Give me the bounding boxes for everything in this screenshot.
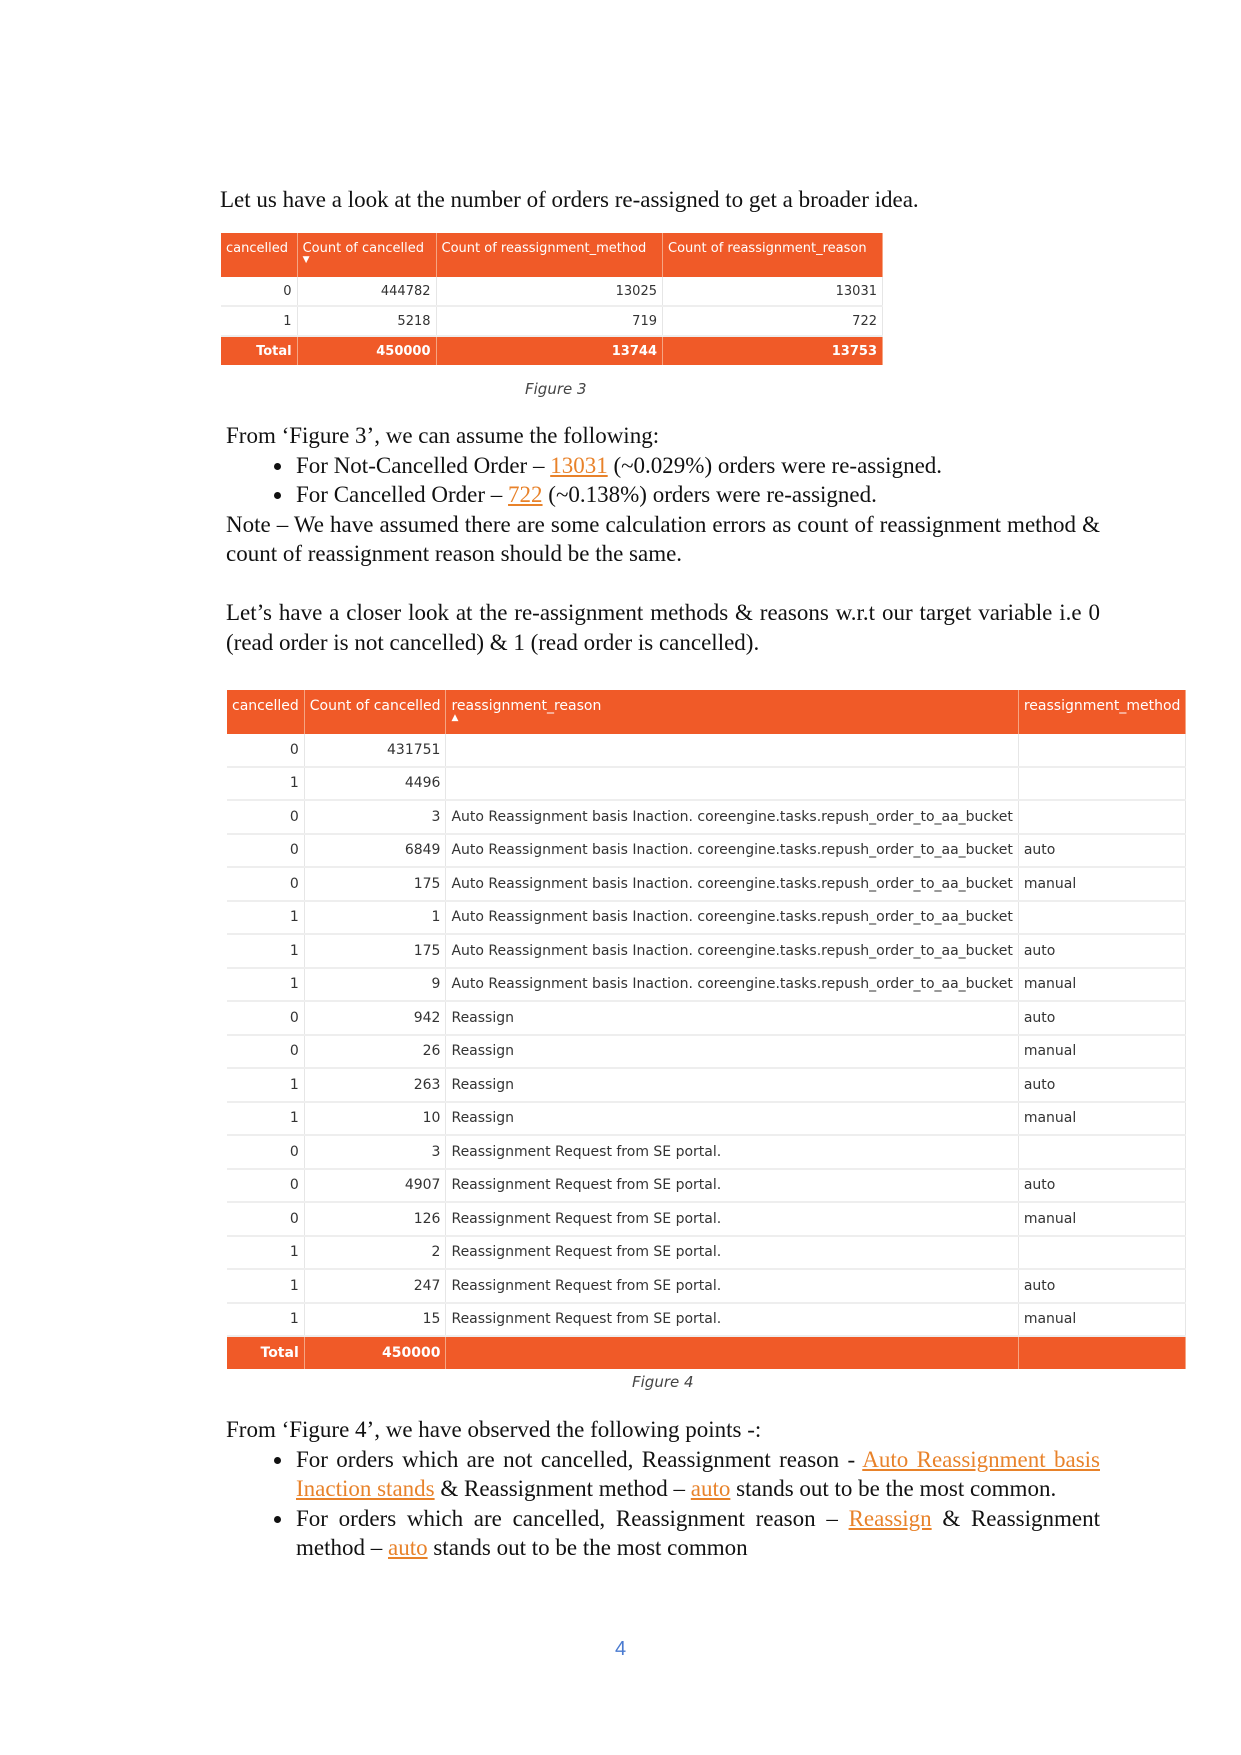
table-cell: manual [1018, 968, 1186, 1002]
table-cell [1018, 901, 1186, 935]
table-cell: 247 [304, 1269, 446, 1303]
table-cell: Reassignment Request from SE portal. [446, 1169, 1018, 1203]
paragraph-figure3 [226, 421, 1100, 569]
table-row [227, 834, 1186, 868]
table-row [227, 1269, 1186, 1303]
table-row [227, 1135, 1186, 1169]
table-cell: manual [1018, 1035, 1186, 1069]
table-cell: 942 [304, 1001, 446, 1035]
total-cell [1018, 1336, 1186, 1369]
table-cell: auto [1018, 1068, 1186, 1102]
table-cell: 719 [436, 306, 662, 336]
table-cell: Reassign [446, 1068, 1018, 1102]
table-cell: 1 [227, 1236, 304, 1270]
total-cell: Total [221, 336, 297, 365]
table-cell: Auto Reassignment basis Inaction. coreengine.tasks.repush_order_to_aa_bucket [446, 901, 1018, 935]
figure-4-table [227, 690, 1186, 1369]
col-header[interactable]: reassignment_method [1018, 690, 1186, 734]
table-cell: auto [1018, 1001, 1186, 1035]
table-cell: Reassign [446, 1035, 1018, 1069]
table-row [227, 901, 1186, 935]
table-cell: auto [1018, 1169, 1186, 1203]
table-cell: 13031 [663, 277, 883, 306]
table-cell: 1 [227, 767, 304, 801]
table-cell: 1 [227, 934, 304, 968]
paragraph-figure4 [226, 1415, 1100, 1563]
table-cell: 1 [227, 968, 304, 1002]
table-cell: 3 [304, 1135, 446, 1169]
table-cell [446, 734, 1018, 767]
table-cell: 15 [304, 1303, 446, 1337]
total-cell: 450000 [304, 1336, 446, 1369]
table-row [227, 734, 1186, 767]
table-row [227, 1068, 1186, 1102]
table-cell: Reassignment Request from SE portal. [446, 1303, 1018, 1337]
col-header[interactable]: Count of cancelled [304, 690, 446, 734]
table-cell: 175 [304, 867, 446, 901]
table-cell [1018, 767, 1186, 801]
table-cell: auto [1018, 834, 1186, 868]
table-cell: auto [1018, 1269, 1186, 1303]
table-cell: Auto Reassignment basis Inaction. coreengine.tasks.repush_order_to_aa_bucket [446, 867, 1018, 901]
table-cell: Reassignment Request from SE portal. [446, 1135, 1018, 1169]
sort-desc-icon: ▼ [302, 255, 310, 265]
link[interactable]: Auto Reassignment basis Inaction stands [296, 1446, 1100, 1501]
table-cell: 6849 [304, 834, 446, 868]
table-cell: manual [1018, 867, 1186, 901]
table-row [227, 968, 1186, 1002]
table-row [227, 867, 1186, 901]
link[interactable]: Reassign [848, 1505, 932, 1531]
table-cell [1018, 1236, 1186, 1270]
table-cell: 1 [227, 1102, 304, 1136]
table-cell: 0 [227, 1001, 304, 1035]
table-cell: Reassignment Request from SE portal. [446, 1269, 1018, 1303]
link[interactable]: auto [388, 1535, 428, 1560]
total-cell: 13744 [436, 336, 662, 365]
figure-3-table [221, 233, 883, 365]
link[interactable]: 722 [508, 482, 543, 507]
table-cell: 0 [227, 1202, 304, 1236]
col-header[interactable]: cancelled [227, 690, 304, 734]
table-cell: 126 [304, 1202, 446, 1236]
lead-text: From ‘Figure 3’, we can assume the following: [226, 423, 660, 448]
col-header[interactable]: Count of reassignment_reason [663, 233, 883, 277]
table-cell: 263 [304, 1068, 446, 1102]
table-cell: Auto Reassignment basis Inaction. coreengine.tasks.repush_order_to_aa_bucket [446, 968, 1018, 1002]
bullet: • For Cancelled Order – 722 (~0.138%) orders were re-assigned. [294, 480, 1100, 510]
table-cell [1018, 1135, 1186, 1169]
table-cell: 0 [227, 734, 304, 767]
table-cell: Auto Reassignment basis Inaction. coreengine.tasks.repush_order_to_aa_bucket [446, 800, 1018, 834]
page-number: 4 [614, 1638, 627, 1660]
total-cell: 450000 [297, 336, 436, 365]
table-cell: 0 [227, 1035, 304, 1069]
total-cell [446, 1336, 1018, 1369]
sort-asc-icon: ▲ [451, 713, 459, 723]
bullet: • For orders which are not cancelled, Reassignment reason - Auto Reassignment basis Inaction stands & Reassignment method – auto stands out to be the most common. [294, 1445, 1100, 1504]
table-cell: Reassign [446, 1001, 1018, 1035]
total-cell: Total [227, 1336, 304, 1369]
table-cell: 1 [227, 1269, 304, 1303]
total-row [221, 336, 883, 365]
link[interactable]: auto [690, 1476, 731, 1501]
table-cell: Auto Reassignment basis Inaction. coreengine.tasks.repush_order_to_aa_bucket [446, 834, 1018, 868]
note-text: Note – We have assumed there are some calculation errors as count of reassignment method & count of reassignment reason should be the same. [226, 511, 1100, 566]
paragraph-closer-look: Let’s have a closer look at the re-assignment methods & reasons w.r.t our target variable i.e 0 (read order is not cancelled) & 1 (read order is cancelled). [226, 600, 1100, 655]
table-cell [1018, 800, 1186, 834]
table-cell: auto [1018, 934, 1186, 968]
link[interactable]: 13031 [550, 452, 608, 478]
table-row [227, 1035, 1186, 1069]
figure-3-caption: Figure 3 [525, 380, 587, 398]
table-cell: 0 [221, 277, 297, 306]
intro-text: Let us have a look at the number of orders re-assigned to get a broader idea. [220, 187, 919, 212]
table-row [227, 800, 1186, 834]
col-header[interactable]: reassignment_reason ▲ [446, 690, 1018, 734]
table-cell [446, 767, 1018, 801]
table-cell: 1 [227, 1068, 304, 1102]
table-cell: 9 [304, 968, 446, 1002]
col-header[interactable]: Count of cancelled ▼ [297, 233, 436, 277]
table-cell: 444782 [297, 277, 436, 306]
figure-4-caption: Figure 4 [632, 1373, 694, 1391]
table-cell: 0 [227, 1135, 304, 1169]
table-cell: manual [1018, 1202, 1186, 1236]
table-row [221, 277, 883, 306]
table-cell: 175 [304, 934, 446, 968]
total-row [227, 1336, 1186, 1369]
table-cell: 0 [227, 867, 304, 901]
table-row [227, 767, 1186, 801]
table-cell: 722 [663, 306, 883, 336]
table-cell: Auto Reassignment basis Inaction. coreengine.tasks.repush_order_to_aa_bucket [446, 934, 1018, 968]
table-row [227, 934, 1186, 968]
table-cell: 1 [227, 901, 304, 935]
table-cell: manual [1018, 1303, 1186, 1337]
table-cell: manual [1018, 1102, 1186, 1136]
table-row [227, 1303, 1186, 1337]
table-row [227, 1236, 1186, 1270]
lead-text: From ‘Figure 4’, we have observed the following points -: [226, 1417, 762, 1442]
table-cell: 4907 [304, 1169, 446, 1203]
table-cell: 1 [304, 901, 446, 935]
table-row [227, 1169, 1186, 1203]
table-cell: 5218 [297, 306, 436, 336]
table-cell: 1 [221, 306, 297, 336]
table-cell: 0 [227, 1169, 304, 1203]
bullet: • For Not-Cancelled Order – 13031 (~0.029%) orders were re-assigned. [294, 451, 1100, 481]
table-cell: Reassignment Request from SE portal. [446, 1202, 1018, 1236]
table-row [227, 1001, 1186, 1035]
table-row [227, 1202, 1186, 1236]
col-header[interactable]: Count of reassignment_method [436, 233, 662, 277]
table-cell: 26 [304, 1035, 446, 1069]
table-cell: 431751 [304, 734, 446, 767]
col-header[interactable]: cancelled [221, 233, 297, 277]
total-cell: 13753 [663, 336, 883, 365]
table-row [227, 1102, 1186, 1136]
table-cell: 13025 [436, 277, 662, 306]
table-row [221, 306, 883, 336]
table-cell: 0 [227, 834, 304, 868]
table-cell [1018, 734, 1186, 767]
table-cell: 3 [304, 800, 446, 834]
bullet: • For orders which are cancelled, Reassignment reason – Reassign & Reassignment method – auto stands out to be the most common [294, 1504, 1100, 1563]
table-cell: 0 [227, 800, 304, 834]
table-cell: 1 [227, 1303, 304, 1337]
table-cell: 4496 [304, 767, 446, 801]
table-cell: Reassign [446, 1102, 1018, 1136]
table-cell: 2 [304, 1236, 446, 1270]
table-cell: Reassignment Request from SE portal. [446, 1236, 1018, 1270]
table-cell: 10 [304, 1102, 446, 1136]
